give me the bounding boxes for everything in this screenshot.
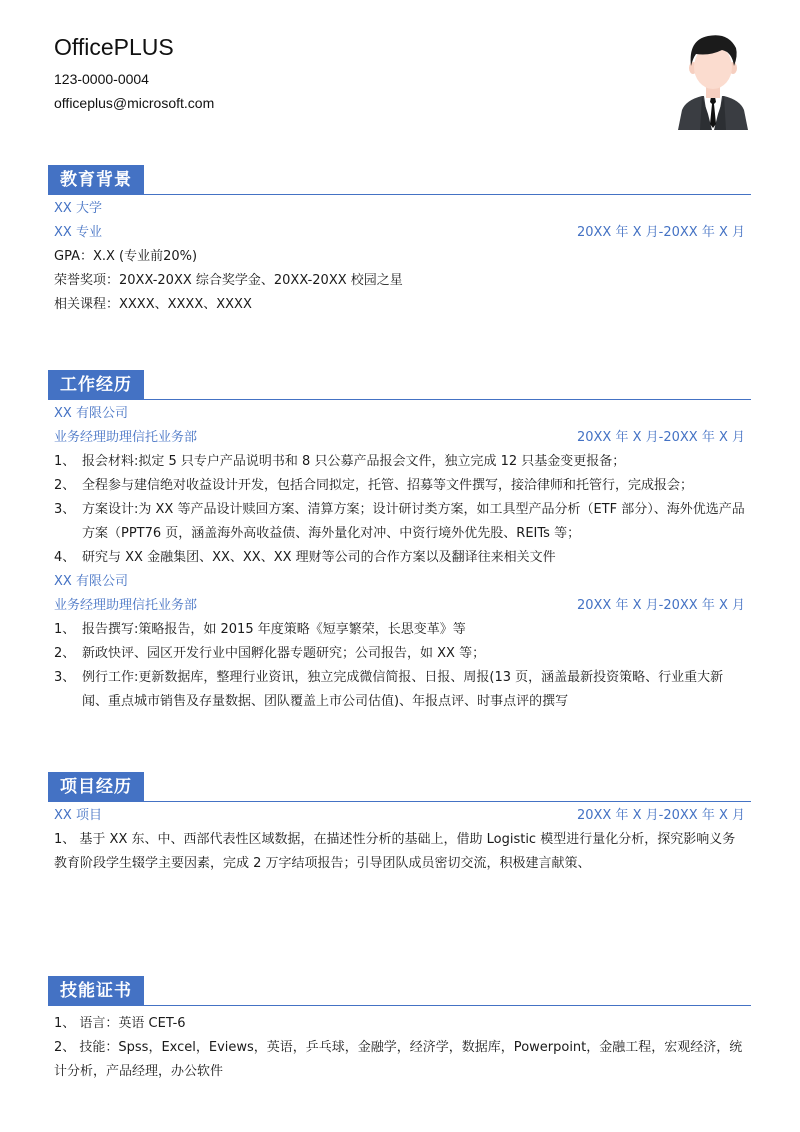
- item-number: 3、: [54, 502, 76, 517]
- project-name: XX 项目: [54, 808, 102, 823]
- item-number: 2、: [54, 478, 76, 493]
- education-title: 教育背景: [48, 165, 144, 195]
- work-section: [48, 370, 751, 714]
- item-text: 报会材料:拟定 5 只专户产品说明书和 8 只公募产品报会文件，独立完成 12 只基金变更报备；: [82, 454, 626, 469]
- phone-number: 123-0000-0004: [54, 71, 149, 87]
- position-name: 业务经理助理信托业务部: [54, 430, 198, 445]
- work-title: 工作经历: [48, 370, 144, 400]
- company-name: XX 有限公司: [54, 406, 128, 421]
- gpa: GPA：X.X (专业前20%): [54, 249, 198, 264]
- section-divider: [48, 194, 751, 195]
- project-row: [48, 804, 751, 828]
- section-divider: [48, 1005, 751, 1006]
- education-date: 20XX 年 X 月-20XX 年 X 月: [576, 225, 745, 240]
- candidate-name: OfficePLUS: [54, 34, 174, 60]
- courses: 相关课程：XXXX、XXXX、XXXX: [54, 297, 252, 312]
- list-item: [48, 498, 751, 546]
- item-number: 2、: [54, 646, 76, 661]
- item-number: 3、: [54, 670, 76, 685]
- list-item: [48, 474, 751, 498]
- position-name: 业务经理助理信托业务部: [54, 598, 198, 613]
- education-section: [48, 165, 751, 317]
- position-row: [48, 426, 751, 450]
- item-number: 1、: [54, 454, 76, 469]
- job-date: 20XX 年 X 月-20XX 年 X 月: [576, 598, 745, 613]
- project-section: [48, 772, 751, 876]
- list-item: [48, 546, 751, 570]
- company-name: XX 有限公司: [54, 574, 128, 589]
- job-date: 20XX 年 X 月-20XX 年 X 月: [576, 430, 745, 445]
- list-item: [48, 666, 751, 714]
- project-title: 项目经历: [48, 772, 144, 802]
- person-avatar-icon: [676, 30, 750, 130]
- project-date: 20XX 年 X 月-20XX 年 X 月: [576, 808, 745, 823]
- major-row: [48, 221, 751, 245]
- item-number: 1、: [54, 622, 76, 637]
- skills-title: 技能证书: [48, 976, 144, 1006]
- skills-section: [48, 976, 751, 1084]
- list-item: [48, 450, 751, 474]
- project-description: 1、 基于 XX 东、中、西部代表性区域数据，在描述性分析的基础上，借助 Logistic 模型进行量化分析，探究影响义务教育阶段学生辍学主要因素，完成 2 万字结项报告；引导团队成员密切交流，积极建言献策、: [54, 832, 736, 871]
- skill-item: 1、 语言：英语 CET-6: [54, 1016, 186, 1031]
- list-item: [48, 618, 751, 642]
- skill-item: 2、 技能：Spss，Excel，Eviews，英语，乒乓球，金融学，经济学，数据库，Powerpoint，金融工程，宏观经济，统计分析，产品经理，办公软件: [54, 1040, 743, 1079]
- major-name: XX 专业: [54, 225, 102, 240]
- email-address: officeplus@microsoft.com: [54, 95, 215, 111]
- item-text: 全程参与建信绝对收益设计开发，包括合同拟定，托管、招募等文件撰写，接洽律师和托管行，完成报会；: [82, 478, 694, 493]
- item-text: 例行工作:更新数据库，整理行业资讯，独立完成微信简报、日报、周报(13 页，涵盖最新投资策略、行业重大新闻、重点城市销售及存量数据、团队覆盖上市公司估值)、年报点评、时事点评的撰写: [82, 670, 724, 709]
- item-number: 4、: [54, 550, 76, 565]
- item-text: 研究与 XX 金融集团、XX、XX、XX 理财等公司的合作方案以及翻译往来相关文件: [82, 550, 556, 565]
- list-item: [48, 642, 751, 666]
- school-name: XX 大学: [54, 201, 102, 216]
- item-text: 方案设计:为 XX 等产品设计赎回方案、清算方案；设计研讨类方案，如工具型产品分析（ETF 部分）、海外优选产品方案（PPT76 页，涵盖海外高收益债、海外量化对冲、中资行境外优先股、REITs 等；: [82, 502, 745, 541]
- section-divider: [48, 801, 751, 802]
- honors: 荣誉奖项：20XX-20XX 综合奖学金、20XX-20XX 校园之星: [54, 273, 403, 288]
- position-row: [48, 594, 751, 618]
- section-divider: [48, 399, 751, 400]
- item-text: 报告撰写:策略报告，如 2015 年度策略《短享繁荣，长思变革》等: [82, 622, 466, 637]
- item-text: 新政快评、园区开发行业中国孵化器专题研究；公司报告，如 XX 等；: [82, 646, 486, 661]
